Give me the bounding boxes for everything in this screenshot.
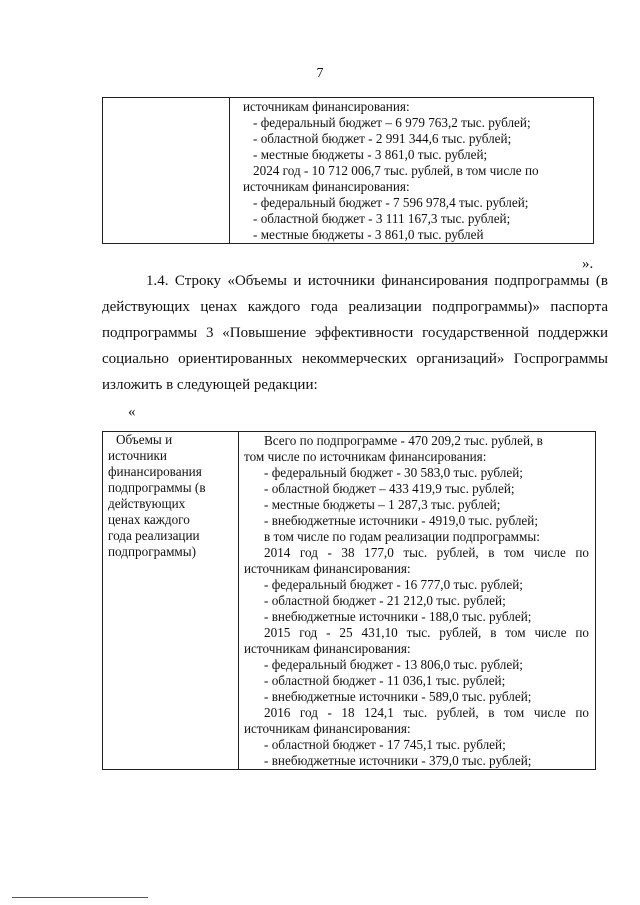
amendment-paragraph	[102, 268, 608, 398]
table-line: источникам финансирования:	[244, 721, 411, 736]
table-line: 2014 год - 38 177,0 тыс. рублей, в том числе по	[264, 545, 589, 560]
left-cell-line: финансирования	[108, 464, 202, 479]
table-line: - областной бюджет - 3 111 167,3 тыс. рублей;	[253, 211, 511, 226]
table-line: - внебюджетные источники - 4919,0 тыс. рублей;	[264, 513, 539, 528]
table-line: источникам финансирования:	[243, 99, 410, 114]
table-line: - федеральный бюджет – 6 979 763,2 тыс. рублей;	[253, 115, 531, 130]
table-line: - федеральный бюджет - 7 596 978,4 тыс. рублей;	[253, 195, 529, 210]
table-line: 2016 год - 18 124,1 тыс. рублей, в том числе по	[264, 705, 589, 720]
left-cell-line: действующих	[108, 496, 186, 511]
table-line: том числе по источникам финансирования:	[244, 449, 487, 464]
table-line: - областной бюджет - 11 036,1 тыс. рублей;	[264, 673, 506, 688]
financing-table-subprogram-3	[102, 431, 596, 770]
left-cell-line: подпрограммы (в	[108, 480, 206, 495]
left-cell-line: года реализации	[108, 528, 200, 543]
closing-quote: ».	[582, 256, 594, 272]
table-line: - местные бюджеты - 3 861,0 тыс. рублей;	[253, 147, 488, 162]
table-line: - внебюджетные источники - 589,0 тыс. рублей;	[264, 689, 532, 704]
table-line: Всего по подпрограмме - 470 209,2 тыс. рублей, в	[264, 433, 543, 448]
table-line: - федеральный бюджет - 16 777,0 тыс. рублей;	[264, 577, 523, 592]
table-line: - областной бюджет - 21 212,0 тыс. рублей;	[264, 593, 506, 608]
table-line: - внебюджетные источники - 188,0 тыс. рублей;	[264, 609, 532, 624]
left-cell-line: источники	[108, 448, 167, 463]
footnote-divider	[12, 897, 148, 898]
table-line: 2024 год - 10 712 006,7 тыс. рублей, в том числе по	[253, 163, 539, 178]
table-line: в том числе по годам реализации подпрограммы:	[264, 529, 540, 544]
table-line: - федеральный бюджет - 30 583,0 тыс. рублей;	[264, 465, 523, 480]
table-right-cell	[239, 432, 596, 770]
left-cell-line: ценах каждого	[108, 512, 190, 527]
table-line: - местные бюджеты – 1 287,3 тыс. рублей;	[264, 497, 501, 512]
table-line: источникам финансирования:	[244, 561, 411, 576]
left-cell-line: подпрограммы)	[108, 544, 197, 559]
table-line: 2015 год - 25 431,10 тыс. рублей, в том числе по	[264, 625, 589, 640]
table-line: - областной бюджет – 433 419,9 тыс. рублей;	[264, 481, 515, 496]
opening-quote: «	[128, 404, 136, 420]
table-line: - местные бюджеты - 3 861,0 тыс. рублей	[253, 227, 484, 242]
paragraph-text: 1.4. Строку «Объемы и источники финансирования подпрограммы (в действующих ценах каждого года реализации подпрограммы)» паспорта подпрограммы 3 «Повышение эффективности государственной поддержки социально ориентированных некоммерческих организаций» Госпрограммы изложить в следующей редакции:	[102, 273, 608, 393]
financing-table-continued	[102, 97, 594, 244]
table-line: - областной бюджет - 2 991 344,6 тыс. рублей;	[253, 131, 512, 146]
left-cell-line: Объемы и	[116, 432, 173, 447]
table-line: источникам финансирования:	[244, 641, 411, 656]
page-number: 7	[316, 66, 324, 81]
table-line: - внебюджетные источники - 379,0 тыс. рублей;	[264, 753, 532, 768]
table-right-cell	[230, 98, 594, 244]
table-line: источникам финансирования:	[243, 179, 410, 194]
table-left-cell-empty	[103, 98, 230, 244]
table-line: - областной бюджет - 17 745,1 тыс. рублей;	[264, 737, 506, 752]
table-left-cell-header	[103, 432, 239, 770]
table-line: - федеральный бюджет - 13 806,0 тыс. рублей;	[264, 657, 523, 672]
